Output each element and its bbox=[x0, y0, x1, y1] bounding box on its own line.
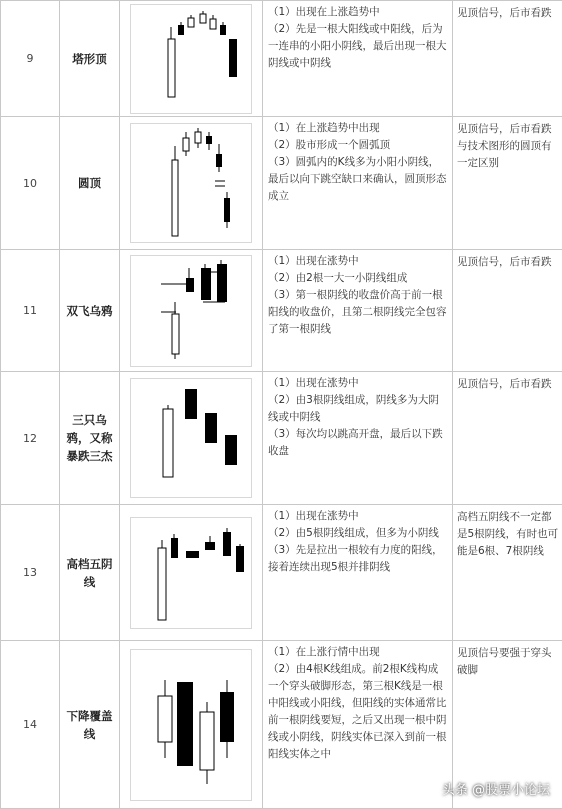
watermark: 头条 @股票小论坛 bbox=[442, 779, 550, 798]
pattern-name: 塔形顶 bbox=[60, 1, 120, 117]
pattern-figure bbox=[120, 641, 263, 809]
three-crows-candles-icon bbox=[131, 379, 251, 497]
table-row-13 bbox=[1, 505, 562, 641]
pattern-figure bbox=[120, 1, 263, 117]
row-number: 9 bbox=[1, 1, 60, 117]
pattern-meaning: 高档五阴线不一定都是5根阴线，有时也可能是6根、7根阴线 bbox=[453, 505, 562, 641]
pattern-description: （1）在上涨行情中出现 （2）由4根K线组成。前2根K线构成一个穿头破脚形态，第三根K线是一根中阳线或小阳线，但阳线的实体通常比前一根阴线要短，之后又出现一根中阴线或小阴线，阴线实体已深入到前一根阳线实体之中 bbox=[263, 641, 453, 809]
row-number: 14 bbox=[1, 641, 60, 809]
pattern-description: （1）出现在涨势中 （2）由3根阴线组成，阴线多为大阴线或中阴线 （3）每次均以跳高开盘，最后以下跌收盘 bbox=[263, 372, 453, 505]
pattern-meaning: 见顶信号，后市看跌 bbox=[453, 250, 562, 372]
tower-top-candles-icon bbox=[131, 5, 251, 113]
pattern-description: （1）出现在上涨趋势中 （2）先是一根大阳线或中阳线，后为一连串的小阳小阴线，最后出现一根大阴线或中阴线 bbox=[263, 1, 453, 117]
pattern-name: 下降覆盖线 bbox=[60, 641, 120, 809]
table-row-11 bbox=[1, 250, 562, 372]
pattern-figure bbox=[120, 117, 263, 250]
pattern-name: 双飞乌鸦 bbox=[60, 250, 120, 372]
pattern-name: 高档五阴线 bbox=[60, 505, 120, 641]
two-crows-candles-icon bbox=[131, 256, 251, 366]
pattern-figure bbox=[120, 250, 263, 372]
descending-cover-candles-icon bbox=[131, 650, 251, 800]
pattern-description: （1）出现在涨势中 （2）由2根一大一小阴线组成 （3）第一根阴线的收盘价高于前一根阳线的收盘价，且第二根阴线完全包容了第一根阴线 bbox=[263, 250, 453, 372]
table-row-9 bbox=[1, 1, 562, 117]
pattern-meaning: 见顶信号，后市看跌 bbox=[453, 372, 562, 505]
pattern-description: （1）在上涨趋势中出现 （2）股市形成一个圆弧顶 （3）圆弧内的K线多为小阳小阴线，最后以向下跳空缺口来确认，圆顶形态成立 bbox=[263, 117, 453, 250]
pattern-figure bbox=[120, 372, 263, 505]
pattern-name: 三只乌鸦，又称暴跌三杰 bbox=[60, 372, 120, 505]
five-black-lines-candles-icon bbox=[131, 518, 251, 628]
pattern-meaning: 见顶信号，后市看跌 bbox=[453, 1, 562, 117]
pattern-figure bbox=[120, 505, 263, 641]
pattern-name: 圆顶 bbox=[60, 117, 120, 250]
row-number: 11 bbox=[1, 250, 60, 372]
round-top-candles-icon bbox=[131, 124, 251, 242]
row-number: 12 bbox=[1, 372, 60, 505]
pattern-description: （1）出现在涨势中 （2）由5根阴线组成，但多为小阴线 （3）先是拉出一根较有力度的阳线，接着连续出现5根并排阴线 bbox=[263, 505, 453, 641]
table-row-10 bbox=[1, 117, 562, 250]
pattern-meaning: 见顶信号，后市看跌与技术图形的圆顶有一定区别 bbox=[453, 117, 562, 250]
row-number: 10 bbox=[1, 117, 60, 250]
pattern-meaning: 见顶信号要强于穿头破脚 bbox=[453, 641, 562, 809]
row-number: 13 bbox=[1, 505, 60, 641]
table-row-12 bbox=[1, 372, 562, 505]
